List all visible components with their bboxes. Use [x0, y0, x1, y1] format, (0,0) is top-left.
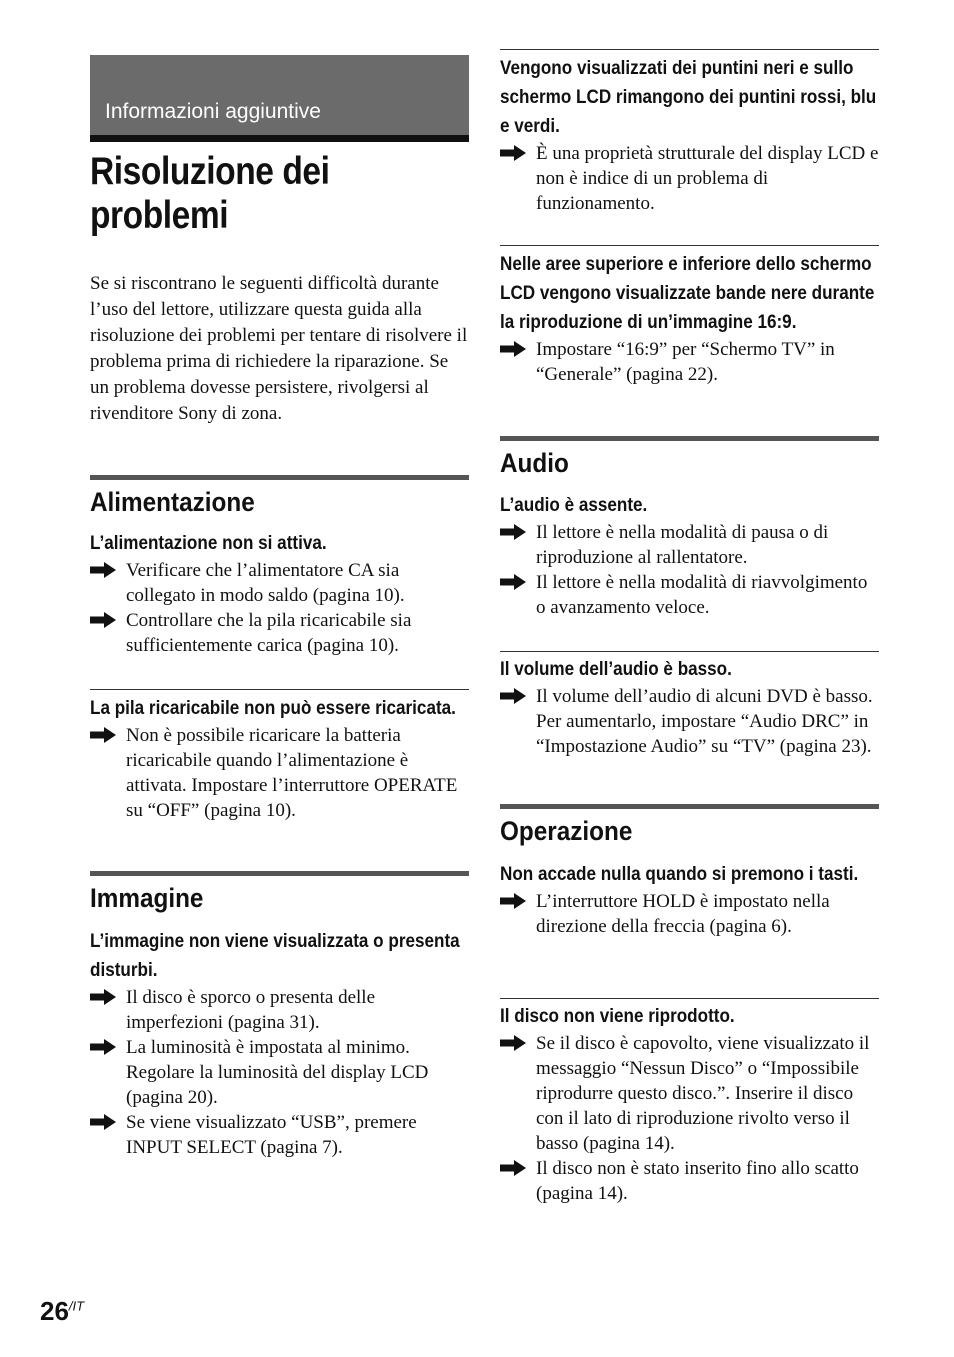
section-label: Informazioni aggiuntive	[105, 100, 321, 123]
arrow-right-icon	[500, 574, 526, 590]
problem-immagine-2	[500, 49, 879, 216]
arrow-right-icon	[500, 893, 526, 909]
arrow-right-icon	[90, 727, 116, 743]
heading-operazione: Operazione	[500, 804, 879, 847]
intro-paragraph: Se si riscontrano le seguenti difficoltà durante l’uso del lettore, utilizzare questa guida alla risoluzione dei problemi per tentare di risolvere il problema prima di richiedere la riparazione. Se un problema dovesse persistere, rivolgersi al rivenditore Sony di zona.	[90, 273, 468, 424]
solution-item: Impostare “16:9” per “Schermo TV” in “Generale” (pagina 22).	[500, 337, 879, 387]
solution-item: È una proprietà strutturale del display LCD e non è indice di un problema di funzionamento.	[500, 141, 879, 216]
arrow-right-icon	[500, 145, 526, 161]
solution-item: Il disco è sporco o presenta delle imperfezioni (pagina 31).	[90, 985, 469, 1035]
problem-question: L’immagine non viene visualizzata o presenta disturbi.	[90, 931, 460, 981]
heading-audio: Audio	[500, 436, 879, 479]
problem-question: Vengono visualizzati dei puntini neri e sullo schermo LCD rimangono dei puntini rossi, blu e verdi.	[500, 58, 877, 137]
section-banner	[90, 55, 469, 142]
arrow-right-icon	[500, 524, 526, 540]
solution-item: Il lettore è nella modalità di pausa o di riproduzione al rallentatore.	[500, 520, 879, 570]
solution-item: Il volume dell’audio di alcuni DVD è basso. Per aumentarlo, impostare “Audio DRC” in “Impostazione Audio” su “TV” (pagina 23).	[500, 684, 879, 759]
solution-item: Se viene visualizzato “USB”, premere INPUT SELECT (pagina 7).	[90, 1110, 469, 1160]
problem-question: Nelle aree superiore e inferiore dello schermo LCD vengono visualizzate bande nere durante la riproduzione di un’immagine 16:9.	[500, 254, 875, 333]
arrow-right-icon	[500, 341, 526, 357]
arrow-right-icon	[500, 1160, 526, 1176]
problem-question: L’audio è assente.	[500, 495, 648, 516]
problem-alimentazione-1	[90, 529, 469, 658]
page-number: $26^{/IT}$	[40, 1296, 85, 1326]
arrow-right-icon	[500, 688, 526, 704]
problem-question: Il disco non viene riprodotto.	[500, 1006, 735, 1027]
arrow-right-icon	[90, 989, 116, 1005]
heading-alimentazione: Alimentazione	[90, 475, 469, 518]
arrow-right-icon	[90, 562, 116, 578]
problem-immagine-3	[500, 245, 879, 387]
solution-item: Controllare che la pila ricaricabile sia sufficientemente carica (pagina 10).	[90, 608, 469, 658]
problem-alimentazione-2	[90, 689, 469, 823]
problem-question: La pila ricaricabile non può essere ricaricata.	[90, 698, 456, 719]
page-title	[90, 150, 468, 238]
problem-question: Il volume dell’audio è basso.	[500, 659, 732, 680]
solution-item: Verificare che l’alimentatore CA sia collegato in modo saldo (pagina 10).	[90, 558, 469, 608]
solution-item: Il disco non è stato inserito fino allo scatto (pagina 14).	[500, 1156, 879, 1206]
problem-audio-2	[500, 651, 879, 759]
problem-operazione-1	[500, 860, 879, 939]
solution-item: Il lettore è nella modalità di riavvolgimento o avanzamento veloce.	[500, 570, 879, 620]
arrow-right-icon	[90, 612, 116, 628]
problem-question: Non accade nulla quando si premono i tasti.	[500, 864, 859, 885]
solution-item: L’interruttore HOLD è impostato nella direzione della freccia (pagina 6).	[500, 889, 879, 939]
page-title-line1: Risoluzione dei	[90, 150, 330, 193]
heading-immagine: Immagine	[90, 871, 469, 914]
problem-question: L’alimentazione non si attiva.	[90, 533, 327, 554]
arrow-right-icon	[500, 1035, 526, 1051]
problem-operazione-2	[500, 998, 879, 1206]
problem-immagine-1	[90, 927, 469, 1160]
page-title-line2: problemi	[90, 194, 229, 237]
solution-item: Se il disco è capovolto, viene visualizzato il messaggio “Nessun Disco” o “Impossibile riprodurre questo disco.”. Inserire il disco con il lato di riproduzione rivolto verso il basso (pagina 14).	[500, 1031, 879, 1156]
arrow-right-icon	[90, 1114, 116, 1130]
solution-item: Non è possibile ricaricare la batteria ricaricabile quando l’alimentazione è attivata. Impostare l’interruttore OPERATE su “OFF” (pagina 10).	[90, 723, 469, 823]
arrow-right-icon	[90, 1039, 116, 1055]
problem-audio-1	[500, 491, 879, 620]
solution-item: La luminosità è impostata al minimo. Regolare la luminosità del display LCD (pagina 20).	[90, 1035, 469, 1110]
